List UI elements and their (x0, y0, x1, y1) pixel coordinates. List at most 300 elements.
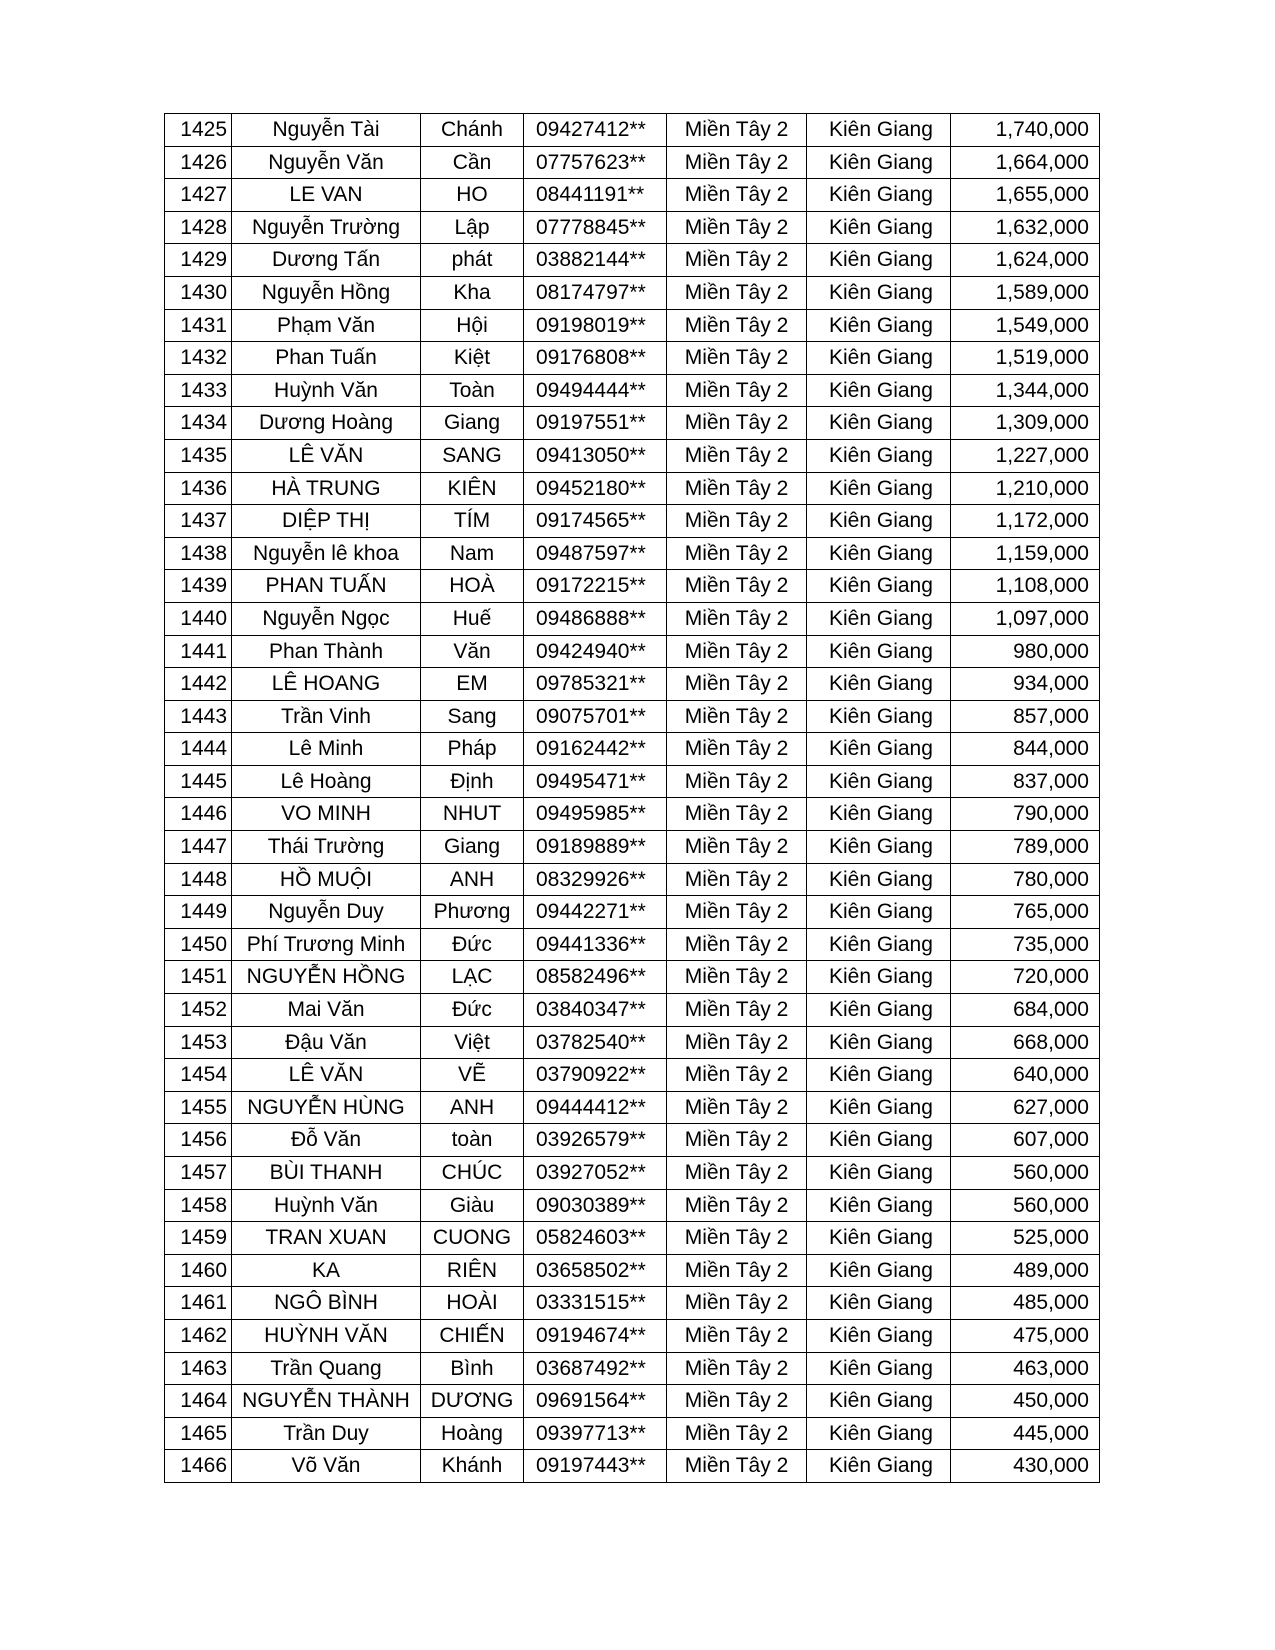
table-row (165, 439, 1100, 472)
first-name-cell: Toàn (421, 374, 524, 407)
amount-cell: 1,655,000 (951, 179, 1100, 212)
amount-cell: 1,108,000 (951, 570, 1100, 603)
region-cell: Miền Tây 2 (667, 244, 807, 277)
last-name-cell: KA (232, 1254, 421, 1287)
amount-cell: 857,000 (951, 700, 1100, 733)
region-cell: Miền Tây 2 (667, 114, 807, 147)
region-cell: Miền Tây 2 (667, 896, 807, 929)
province-cell: Kiên Giang (807, 602, 951, 635)
table-row (165, 928, 1100, 961)
last-name-cell: Nguyễn Trường (232, 211, 421, 244)
first-name-cell: HOÀ (421, 570, 524, 603)
last-name-cell: LE VAN (232, 179, 421, 212)
row-number-cell: 1439 (165, 570, 232, 603)
amount-cell: 640,000 (951, 1059, 1100, 1092)
province-cell: Kiên Giang (807, 1157, 951, 1190)
phone-cell: 08329926** (524, 863, 667, 896)
row-number-cell: 1451 (165, 961, 232, 994)
amount-cell: 1,624,000 (951, 244, 1100, 277)
row-number-cell: 1459 (165, 1222, 232, 1255)
table-row (165, 831, 1100, 864)
first-name-cell: Chánh (421, 114, 524, 147)
region-cell: Miền Tây 2 (667, 211, 807, 244)
table-row (165, 961, 1100, 994)
amount-cell: 475,000 (951, 1319, 1100, 1352)
table-row (165, 863, 1100, 896)
region-cell: Miền Tây 2 (667, 276, 807, 309)
region-cell: Miền Tây 2 (667, 146, 807, 179)
amount-cell: 445,000 (951, 1417, 1100, 1450)
province-cell: Kiên Giang (807, 309, 951, 342)
region-cell: Miền Tây 2 (667, 309, 807, 342)
table-row (165, 765, 1100, 798)
province-cell: Kiên Giang (807, 733, 951, 766)
phone-cell: 08174797** (524, 276, 667, 309)
last-name-cell: HỒ MUỘI (232, 863, 421, 896)
last-name-cell: Thái Trường (232, 831, 421, 864)
last-name-cell: Nguyễn Văn (232, 146, 421, 179)
amount-cell: 485,000 (951, 1287, 1100, 1320)
province-cell: Kiên Giang (807, 765, 951, 798)
amount-cell: 430,000 (951, 1450, 1100, 1483)
amount-cell: 837,000 (951, 765, 1100, 798)
table-row (165, 602, 1100, 635)
last-name-cell: Mai Văn (232, 994, 421, 1027)
phone-cell: 03331515** (524, 1287, 667, 1320)
phone-cell: 03782540** (524, 1026, 667, 1059)
province-cell: Kiên Giang (807, 896, 951, 929)
first-name-cell: Pháp (421, 733, 524, 766)
phone-cell: 07778845** (524, 211, 667, 244)
first-name-cell: HO (421, 179, 524, 212)
last-name-cell: Phí Trương Minh (232, 928, 421, 961)
first-name-cell: Giang (421, 831, 524, 864)
last-name-cell: Đậu Văn (232, 1026, 421, 1059)
last-name-cell: LÊ HOANG (232, 668, 421, 701)
row-number-cell: 1428 (165, 211, 232, 244)
region-cell: Miền Tây 2 (667, 374, 807, 407)
province-cell: Kiên Giang (807, 570, 951, 603)
row-number-cell: 1454 (165, 1059, 232, 1092)
last-name-cell: Phan Thành (232, 635, 421, 668)
last-name-cell: HUỲNH VĂN (232, 1319, 421, 1352)
phone-cell: 03840347** (524, 994, 667, 1027)
region-cell: Miền Tây 2 (667, 863, 807, 896)
phone-cell: 09197443** (524, 1450, 667, 1483)
amount-cell: 1,549,000 (951, 309, 1100, 342)
last-name-cell: Nguyễn Ngọc (232, 602, 421, 635)
row-number-cell: 1452 (165, 994, 232, 1027)
phone-cell: 03790922** (524, 1059, 667, 1092)
amount-cell: 1,172,000 (951, 505, 1100, 538)
region-cell: Miền Tây 2 (667, 1319, 807, 1352)
region-cell: Miền Tây 2 (667, 668, 807, 701)
region-cell: Miền Tây 2 (667, 700, 807, 733)
phone-cell: 09444412** (524, 1091, 667, 1124)
last-name-cell: Trần Duy (232, 1417, 421, 1450)
last-name-cell: Huỳnh Văn (232, 1189, 421, 1222)
region-cell: Miền Tây 2 (667, 961, 807, 994)
last-name-cell: Dương Hoàng (232, 407, 421, 440)
amount-cell: 1,664,000 (951, 146, 1100, 179)
province-cell: Kiên Giang (807, 407, 951, 440)
table-row (165, 244, 1100, 277)
phone-cell: 09194674** (524, 1319, 667, 1352)
phone-cell: 09486888** (524, 602, 667, 635)
first-name-cell: ANH (421, 1091, 524, 1124)
region-cell: Miền Tây 2 (667, 1417, 807, 1450)
first-name-cell: VẼ (421, 1059, 524, 1092)
row-number-cell: 1449 (165, 896, 232, 929)
region-cell: Miền Tây 2 (667, 798, 807, 831)
table-row (165, 1287, 1100, 1320)
first-name-cell: CHIẾN (421, 1319, 524, 1352)
row-number-cell: 1432 (165, 342, 232, 375)
province-cell: Kiên Giang (807, 276, 951, 309)
table-row (165, 700, 1100, 733)
phone-cell: 08441191** (524, 179, 667, 212)
table-row (165, 896, 1100, 929)
phone-cell: 09189889** (524, 831, 667, 864)
amount-cell: 1,159,000 (951, 537, 1100, 570)
region-cell: Miền Tây 2 (667, 765, 807, 798)
amount-cell: 684,000 (951, 994, 1100, 1027)
row-number-cell: 1435 (165, 439, 232, 472)
province-cell: Kiên Giang (807, 342, 951, 375)
first-name-cell: Cần (421, 146, 524, 179)
table-row (165, 146, 1100, 179)
first-name-cell: DƯƠNG (421, 1385, 524, 1418)
row-number-cell: 1458 (165, 1189, 232, 1222)
first-name-cell: Kiệt (421, 342, 524, 375)
amount-cell: 720,000 (951, 961, 1100, 994)
last-name-cell: NGÔ BÌNH (232, 1287, 421, 1320)
row-number-cell: 1466 (165, 1450, 232, 1483)
province-cell: Kiên Giang (807, 1254, 951, 1287)
province-cell: Kiên Giang (807, 1287, 951, 1320)
first-name-cell: CHÚC (421, 1157, 524, 1190)
first-name-cell: ANH (421, 863, 524, 896)
row-number-cell: 1457 (165, 1157, 232, 1190)
phone-cell: 09176808** (524, 342, 667, 375)
amount-cell: 844,000 (951, 733, 1100, 766)
phone-cell: 09495471** (524, 765, 667, 798)
amount-cell: 450,000 (951, 1385, 1100, 1418)
last-name-cell: Dương Tấn (232, 244, 421, 277)
last-name-cell: VO MINH (232, 798, 421, 831)
region-cell: Miền Tây 2 (667, 537, 807, 570)
region-cell: Miền Tây 2 (667, 1450, 807, 1483)
phone-cell: 09691564** (524, 1385, 667, 1418)
amount-cell: 789,000 (951, 831, 1100, 864)
last-name-cell: Nguyễn Tài (232, 114, 421, 147)
province-cell: Kiên Giang (807, 798, 951, 831)
last-name-cell: NGUYỄN HỒNG (232, 961, 421, 994)
first-name-cell: Huế (421, 602, 524, 635)
table-row (165, 114, 1100, 147)
province-cell: Kiên Giang (807, 1450, 951, 1483)
row-number-cell: 1447 (165, 831, 232, 864)
row-number-cell: 1464 (165, 1385, 232, 1418)
last-name-cell: Trần Quang (232, 1352, 421, 1385)
table-row (165, 537, 1100, 570)
last-name-cell: Trần Vinh (232, 700, 421, 733)
amount-cell: 560,000 (951, 1189, 1100, 1222)
amount-cell: 560,000 (951, 1157, 1100, 1190)
phone-cell: 09030389** (524, 1189, 667, 1222)
row-number-cell: 1431 (165, 309, 232, 342)
first-name-cell: SANG (421, 439, 524, 472)
province-cell: Kiên Giang (807, 635, 951, 668)
row-number-cell: 1445 (165, 765, 232, 798)
region-cell: Miền Tây 2 (667, 570, 807, 603)
phone-cell: 09397713** (524, 1417, 667, 1450)
amount-cell: 525,000 (951, 1222, 1100, 1255)
table-row (165, 733, 1100, 766)
region-cell: Miền Tây 2 (667, 1222, 807, 1255)
amount-cell: 780,000 (951, 863, 1100, 896)
region-cell: Miền Tây 2 (667, 407, 807, 440)
amount-cell: 607,000 (951, 1124, 1100, 1157)
province-cell: Kiên Giang (807, 537, 951, 570)
table-row (165, 1189, 1100, 1222)
last-name-cell: LÊ VĂN (232, 439, 421, 472)
province-cell: Kiên Giang (807, 668, 951, 701)
row-number-cell: 1427 (165, 179, 232, 212)
phone-cell: 09495985** (524, 798, 667, 831)
first-name-cell: Định (421, 765, 524, 798)
table-row (165, 374, 1100, 407)
first-name-cell: Việt (421, 1026, 524, 1059)
region-cell: Miền Tây 2 (667, 831, 807, 864)
last-name-cell: Nguyễn Duy (232, 896, 421, 929)
table-row (165, 179, 1100, 212)
region-cell: Miền Tây 2 (667, 635, 807, 668)
first-name-cell: Khánh (421, 1450, 524, 1483)
first-name-cell: RIÊN (421, 1254, 524, 1287)
row-number-cell: 1463 (165, 1352, 232, 1385)
province-cell: Kiên Giang (807, 472, 951, 505)
row-number-cell: 1440 (165, 602, 232, 635)
region-cell: Miền Tây 2 (667, 1059, 807, 1092)
phone-cell: 09785321** (524, 668, 667, 701)
region-cell: Miền Tây 2 (667, 1124, 807, 1157)
row-number-cell: 1430 (165, 276, 232, 309)
last-name-cell: Lê Minh (232, 733, 421, 766)
province-cell: Kiên Giang (807, 1352, 951, 1385)
row-number-cell: 1461 (165, 1287, 232, 1320)
table-row (165, 342, 1100, 375)
region-cell: Miền Tây 2 (667, 505, 807, 538)
row-number-cell: 1443 (165, 700, 232, 733)
amount-cell: 980,000 (951, 635, 1100, 668)
first-name-cell: Sang (421, 700, 524, 733)
table-row (165, 1026, 1100, 1059)
table-row (165, 1222, 1100, 1255)
first-name-cell: Giàu (421, 1189, 524, 1222)
last-name-cell: Phạm Văn (232, 309, 421, 342)
table-row (165, 1450, 1100, 1483)
row-number-cell: 1425 (165, 114, 232, 147)
row-number-cell: 1426 (165, 146, 232, 179)
first-name-cell: EM (421, 668, 524, 701)
row-number-cell: 1438 (165, 537, 232, 570)
province-cell: Kiên Giang (807, 1059, 951, 1092)
first-name-cell: Kha (421, 276, 524, 309)
region-cell: Miền Tây 2 (667, 1026, 807, 1059)
last-name-cell: Võ Văn (232, 1450, 421, 1483)
province-cell: Kiên Giang (807, 863, 951, 896)
phone-cell: 09442271** (524, 896, 667, 929)
province-cell: Kiên Giang (807, 1026, 951, 1059)
phone-cell: 09413050** (524, 439, 667, 472)
phone-cell: 07757623** (524, 146, 667, 179)
region-cell: Miền Tây 2 (667, 1385, 807, 1418)
table-row (165, 1254, 1100, 1287)
region-cell: Miền Tây 2 (667, 342, 807, 375)
table-row (165, 798, 1100, 831)
phone-cell: 09487597** (524, 537, 667, 570)
first-name-cell: Nam (421, 537, 524, 570)
region-cell: Miền Tây 2 (667, 1287, 807, 1320)
province-cell: Kiên Giang (807, 1222, 951, 1255)
phone-cell: 03927052** (524, 1157, 667, 1190)
row-number-cell: 1434 (165, 407, 232, 440)
first-name-cell: phát (421, 244, 524, 277)
table-row (165, 211, 1100, 244)
region-cell: Miền Tây 2 (667, 1091, 807, 1124)
region-cell: Miền Tây 2 (667, 439, 807, 472)
phone-cell: 09172215** (524, 570, 667, 603)
table-row (165, 309, 1100, 342)
row-number-cell: 1429 (165, 244, 232, 277)
phone-cell: 09441336** (524, 928, 667, 961)
row-number-cell: 1446 (165, 798, 232, 831)
table-row (165, 1059, 1100, 1092)
province-cell: Kiên Giang (807, 1385, 951, 1418)
last-name-cell: Lê Hoàng (232, 765, 421, 798)
province-cell: Kiên Giang (807, 928, 951, 961)
table-row (165, 505, 1100, 538)
amount-cell: 1,589,000 (951, 276, 1100, 309)
province-cell: Kiên Giang (807, 179, 951, 212)
region-cell: Miền Tây 2 (667, 733, 807, 766)
province-cell: Kiên Giang (807, 114, 951, 147)
province-cell: Kiên Giang (807, 994, 951, 1027)
table-row (165, 1385, 1100, 1418)
amount-cell: 668,000 (951, 1026, 1100, 1059)
phone-cell: 09197551** (524, 407, 667, 440)
table-row (165, 1319, 1100, 1352)
last-name-cell: Nguyễn Hồng (232, 276, 421, 309)
table-row (165, 668, 1100, 701)
amount-cell: 1,344,000 (951, 374, 1100, 407)
region-cell: Miền Tây 2 (667, 1157, 807, 1190)
last-name-cell: Đỗ Văn (232, 1124, 421, 1157)
phone-cell: 09494444** (524, 374, 667, 407)
amount-cell: 1,519,000 (951, 342, 1100, 375)
row-number-cell: 1462 (165, 1319, 232, 1352)
first-name-cell: toàn (421, 1124, 524, 1157)
first-name-cell: Giang (421, 407, 524, 440)
row-number-cell: 1460 (165, 1254, 232, 1287)
amount-cell: 790,000 (951, 798, 1100, 831)
province-cell: Kiên Giang (807, 1189, 951, 1222)
province-cell: Kiên Giang (807, 1091, 951, 1124)
row-number-cell: 1433 (165, 374, 232, 407)
results-table (164, 113, 1100, 1483)
province-cell: Kiên Giang (807, 439, 951, 472)
table-row (165, 994, 1100, 1027)
phone-cell: 09198019** (524, 309, 667, 342)
amount-cell: 1,740,000 (951, 114, 1100, 147)
table-row (165, 1352, 1100, 1385)
row-number-cell: 1442 (165, 668, 232, 701)
row-number-cell: 1450 (165, 928, 232, 961)
last-name-cell: Huỳnh Văn (232, 374, 421, 407)
last-name-cell: NGUYỄN THÀNH (232, 1385, 421, 1418)
phone-cell: 09452180** (524, 472, 667, 505)
row-number-cell: 1465 (165, 1417, 232, 1450)
first-name-cell: KIÊN (421, 472, 524, 505)
row-number-cell: 1441 (165, 635, 232, 668)
province-cell: Kiên Giang (807, 244, 951, 277)
province-cell: Kiên Giang (807, 1124, 951, 1157)
last-name-cell: NGUYỄN HÙNG (232, 1091, 421, 1124)
phone-cell: 09075701** (524, 700, 667, 733)
first-name-cell: Đức (421, 994, 524, 1027)
phone-cell: 03926579** (524, 1124, 667, 1157)
first-name-cell: CUONG (421, 1222, 524, 1255)
last-name-cell: Nguyễn lê khoa (232, 537, 421, 570)
region-cell: Miền Tây 2 (667, 602, 807, 635)
amount-cell: 765,000 (951, 896, 1100, 929)
phone-cell: 03882144** (524, 244, 667, 277)
table-row (165, 1157, 1100, 1190)
first-name-cell: Hoàng (421, 1417, 524, 1450)
phone-cell: 09424940** (524, 635, 667, 668)
phone-cell: 09427412** (524, 114, 667, 147)
region-cell: Miền Tây 2 (667, 994, 807, 1027)
region-cell: Miền Tây 2 (667, 1254, 807, 1287)
first-name-cell: Phương (421, 896, 524, 929)
province-cell: Kiên Giang (807, 505, 951, 538)
table-row (165, 472, 1100, 505)
region-cell: Miền Tây 2 (667, 928, 807, 961)
phone-cell: 03658502** (524, 1254, 667, 1287)
last-name-cell: PHAN TUẤN (232, 570, 421, 603)
table-row (165, 635, 1100, 668)
table-row (165, 570, 1100, 603)
row-number-cell: 1448 (165, 863, 232, 896)
table-row (165, 1417, 1100, 1450)
table-row (165, 407, 1100, 440)
first-name-cell: HOÀI (421, 1287, 524, 1320)
province-cell: Kiên Giang (807, 961, 951, 994)
region-cell: Miền Tây 2 (667, 1189, 807, 1222)
first-name-cell: Văn (421, 635, 524, 668)
table-row (165, 1124, 1100, 1157)
last-name-cell: DIỆP THỊ (232, 505, 421, 538)
phone-cell: 03687492** (524, 1352, 667, 1385)
table-row (165, 276, 1100, 309)
region-cell: Miền Tây 2 (667, 1352, 807, 1385)
last-name-cell: BÙI THANH (232, 1157, 421, 1190)
amount-cell: 489,000 (951, 1254, 1100, 1287)
phone-cell: 09162442** (524, 733, 667, 766)
amount-cell: 1,632,000 (951, 211, 1100, 244)
phone-cell: 09174565** (524, 505, 667, 538)
